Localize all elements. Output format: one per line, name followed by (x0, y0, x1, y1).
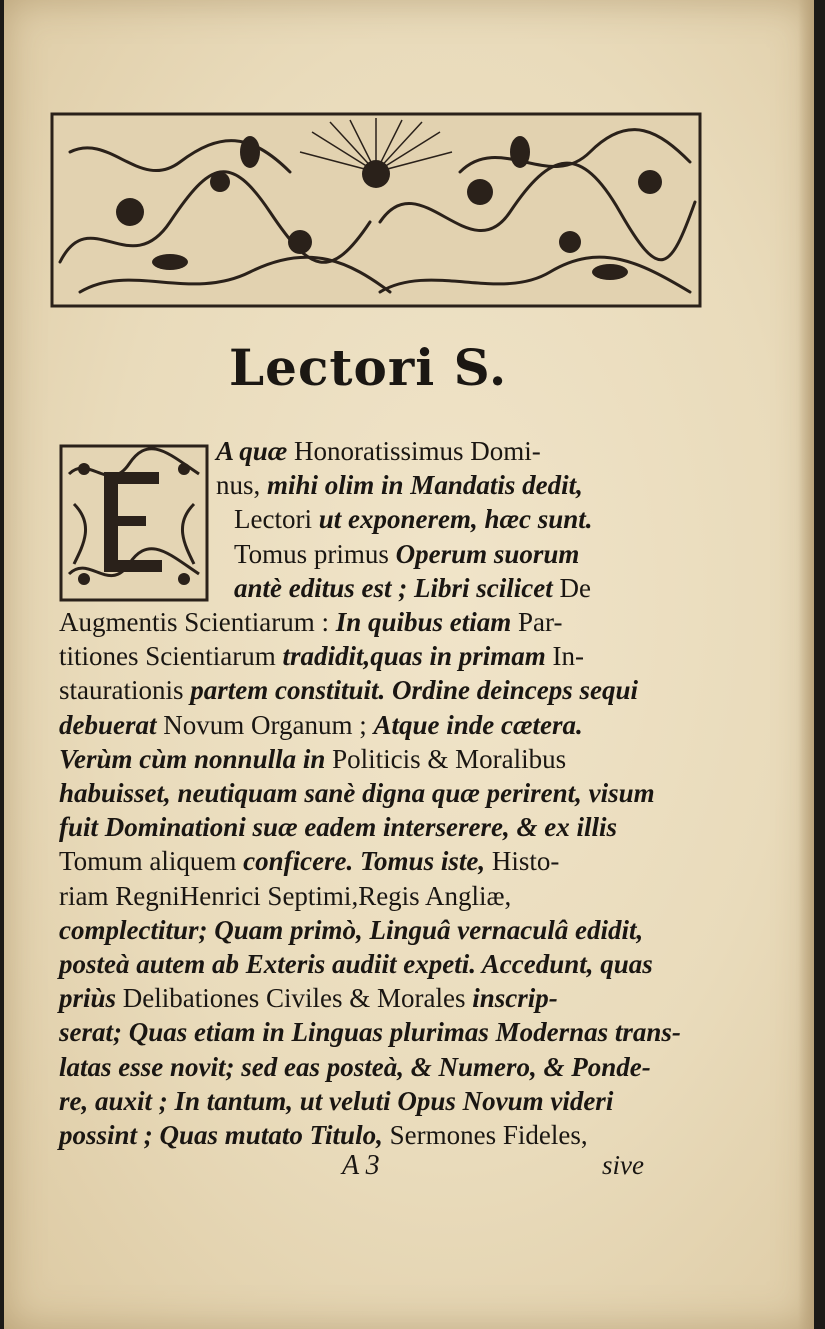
text-run: Delibationes Civiles & Morales (122, 983, 473, 1014)
page-title: Lectori S. (229, 338, 508, 397)
text-run: A quæ (216, 436, 295, 466)
text-line (59, 983, 558, 1013)
text-run: posteà autem ab Exteris audiit expeti. Accedunt, quas (59, 949, 653, 979)
text-line (59, 915, 643, 945)
text-run: staurationis (59, 675, 191, 706)
text-run: riam RegniHenrici Septimi,Regis Angliæ, (59, 880, 512, 911)
text-line (59, 607, 562, 637)
text-run: Verùm cùm nonnulla in (59, 743, 333, 774)
text-line (59, 710, 583, 740)
text-run: Atque inde cætera. (373, 709, 583, 740)
text-line (234, 504, 593, 534)
text-run: priùs (59, 983, 123, 1014)
text-run: conficere. Tomus iste, (243, 846, 492, 877)
text-run: Sermones Fideles, (389, 1120, 588, 1150)
book-page (4, 0, 814, 1329)
text-line (59, 744, 566, 774)
text-run: In quibus etiam (335, 607, 519, 637)
text-run: re, auxit ; In tantum, ut veluti Opus Novum videri (59, 1085, 614, 1116)
text-line (59, 1086, 613, 1116)
text-line (59, 675, 638, 705)
text-line (59, 846, 559, 876)
text-line (59, 812, 617, 842)
text-run: fuit Dominationi suæ eadem interserere, & ex illis (59, 812, 618, 843)
decorated-initial-e (59, 444, 209, 602)
text-line (59, 778, 655, 808)
text-line (234, 573, 591, 603)
text-run: Tomus primus (234, 538, 396, 569)
page-fold-shadow (798, 0, 814, 1329)
text-run: titiones Scientiarum (59, 641, 283, 672)
text-run: Politicis & Moralibus (332, 743, 567, 774)
text-run: complectitur; Quam primò, Linguâ vernaculâ edidit, (59, 914, 644, 945)
text-run: possint ; Quas mutato Titulo, (59, 1120, 390, 1150)
text-line (216, 436, 541, 466)
text-line (59, 949, 653, 979)
catchword: sive (602, 1150, 644, 1180)
text-run: Par- (518, 607, 563, 637)
text-line (59, 641, 584, 671)
text-run: antè editus est ; Libri scilicet (234, 572, 560, 603)
text-run: nus, (216, 470, 268, 501)
text-run: debuerat (59, 709, 164, 740)
text-run: Honoratissimus Domi- (294, 436, 541, 466)
text-run: Operum suorum (395, 538, 580, 569)
text-run: Tomum aliquem (59, 846, 244, 877)
text-run: In- (552, 641, 585, 672)
text-line (216, 470, 583, 500)
text-run: serat; Quas etiam in Linguas plurimas Modernas trans- (59, 1017, 681, 1048)
text-line (59, 1120, 588, 1150)
text-run: mihi olim in Mandatis dedit, (267, 470, 583, 501)
text-line (234, 539, 579, 569)
text-line (59, 1052, 651, 1082)
signature-mark: A 3 (342, 1150, 380, 1181)
text-run: latas esse novit; sed eas posteà, & Numero, & Ponde- (59, 1051, 651, 1082)
text-run: tradidit,quas in primam (282, 641, 553, 672)
text-run: habuisset, neutiquam sanè digna quæ perirent, visum (59, 778, 655, 808)
text-run: Histo- (491, 846, 560, 877)
text-line (59, 881, 511, 911)
text-run: ut exponerem, hæc sunt. (318, 504, 593, 535)
ornamental-headpiece (50, 112, 702, 308)
text-run: partem constituit. Ordine deinceps sequi (190, 675, 639, 706)
text-run: Lectori (234, 504, 319, 535)
text-run: Augmentis Scientiarum : (59, 607, 336, 637)
text-run: De (559, 572, 591, 603)
text-run: inscrip- (472, 983, 558, 1014)
text-line (59, 1017, 681, 1047)
text-run: Novum Organum ; (163, 709, 374, 740)
